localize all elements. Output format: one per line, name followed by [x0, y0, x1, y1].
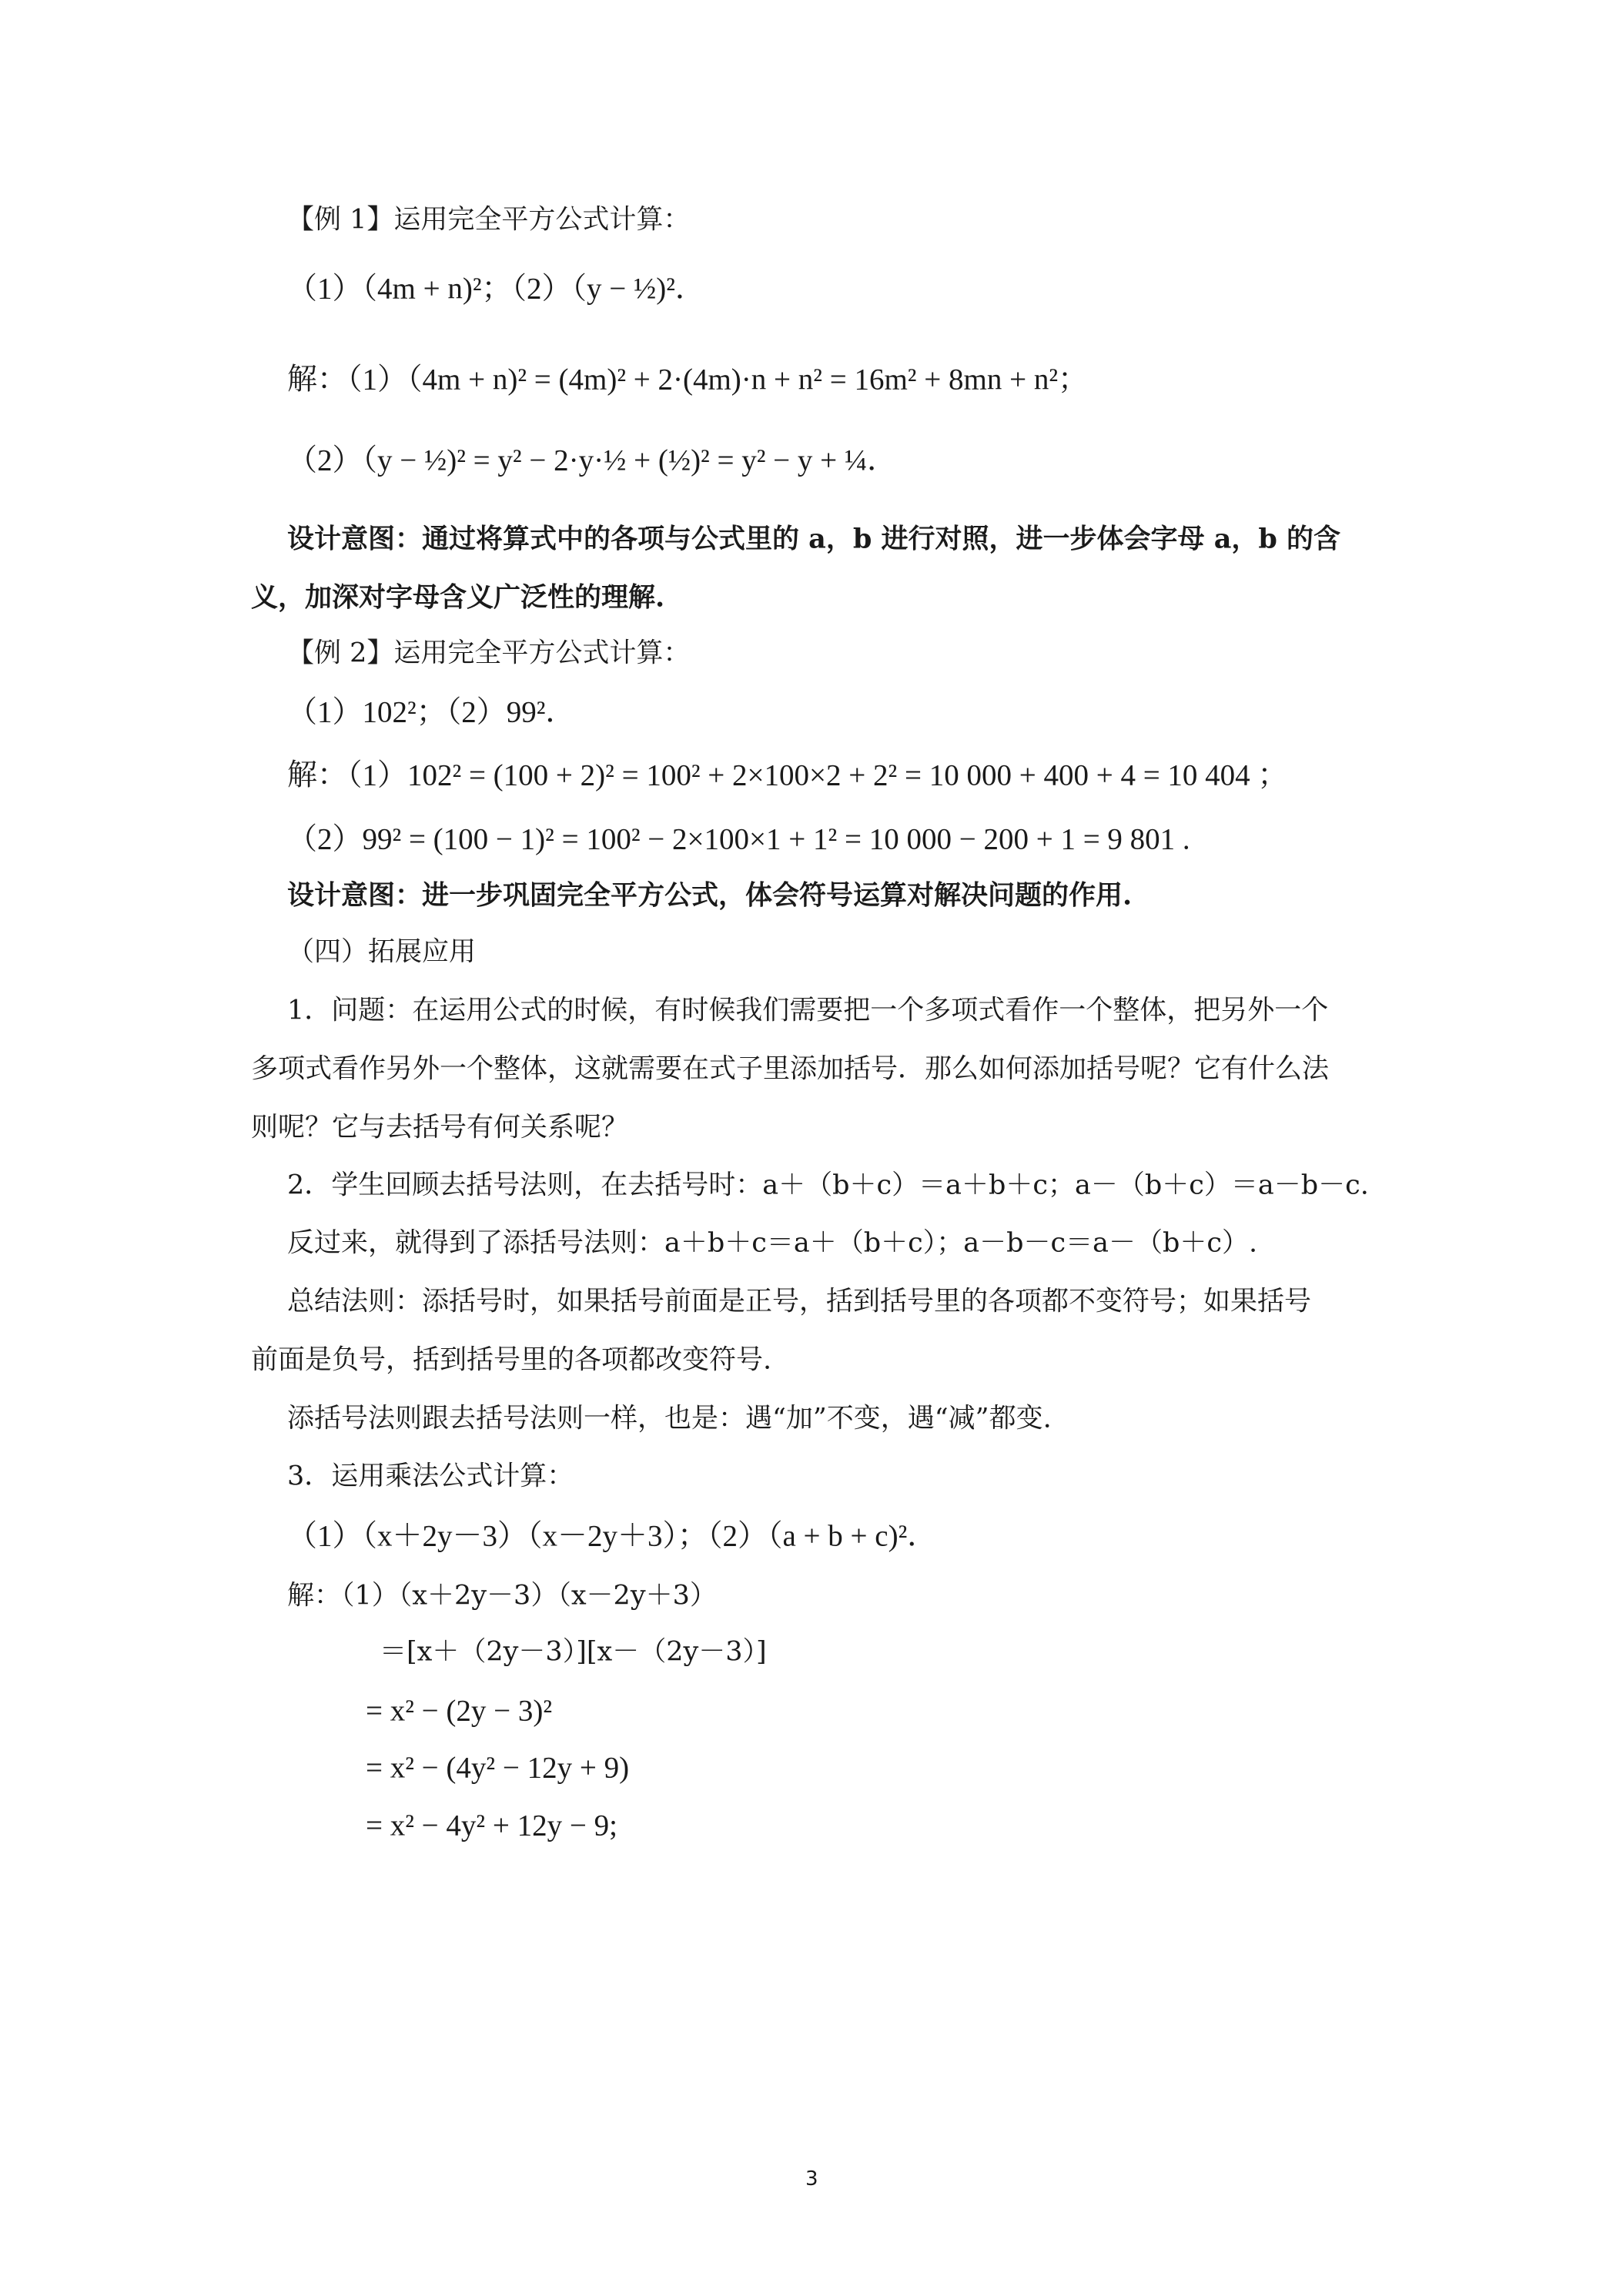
text-line-q3-sol-1: 解：（1）（x＋2y－3）（x－2y＋3） — [287, 1580, 717, 1612]
text-line-q3: 3．运用乘法公式计算： — [287, 1461, 574, 1492]
text-line-rule-b: 前面是负号，括到括号里的各项都改变符号. — [251, 1344, 772, 1376]
text-line-q3-sol-4: = x² − (4y² − 12y + 9) — [366, 1751, 630, 1785]
text-line-design-2: 设计意图：进一步巩固完全平方公式，体会符号运算对解决问题的作用. — [287, 879, 1133, 912]
text-line-rule-a: 总结法则：添括号时，如果括号前面是正号，括到括号里的各项都不变符号；如果括号 — [287, 1286, 1312, 1317]
text-line-section-4: （四）拓展应用 — [287, 936, 477, 968]
text-line-q1c: 则呢？它与去括号有何关系呢？ — [251, 1112, 629, 1143]
text-line-q3-sol-3: = x² − (2y − 3)² — [366, 1694, 553, 1728]
text-line-q2a: 2．学生回顾去括号法则，在去括号时：a＋（b＋c）＝a＋b＋c；a－（b＋c）＝a－b－c. — [287, 1170, 1369, 1201]
text-line-ex1-sol-1: 解：（1）（4m + n)² = (4m)² + 2·(4m)·n + n² = 16m² + 8mn + n²； — [287, 363, 1089, 397]
text-line-q2b: 反过来，就得到了添括号法则：a＋b＋c＝a＋（b＋c）；a－b－c＝a－（b＋c）. — [287, 1227, 1258, 1259]
text-line-q3-problems: （1）（x＋2y－3）（x－2y＋3）；（2）（a + b + c)²． — [287, 1519, 938, 1553]
page-number: 3 — [805, 2167, 818, 2191]
text-line-ex2-sol-1: 解：（1）102² = (100 + 2)² = 100² + 2×100×2 + 2² = 10 000 + 400 + 4 = 10 404 ； — [287, 758, 1288, 792]
text-line-ex1-problems: （1）（4m + n)²；（2）（y − ½)²． — [287, 272, 705, 306]
text-line-ex1-sol-2: （2）（y − ½)² = y² − 2·y·½ + (½)² = y² − y + ¼． — [287, 443, 898, 477]
text-line-design-1b: 义，加深对字母含义广泛性的理解. — [251, 581, 665, 614]
text-line-ex1-title: 【例 1】运用完全平方公式计算： — [287, 204, 691, 236]
text-line-q3-sol-2: ＝[x＋（2y－3）][x－（2y－3）] — [380, 1636, 767, 1668]
text-line-q1b: 多项式看作另外一个整体，这就需要在式子里添加括号．那么如何添加括号呢？它有什么法 — [251, 1053, 1330, 1085]
text-line-ex2-title: 【例 2】运用完全平方公式计算： — [287, 638, 691, 669]
text-line-design-1a: 设计意图：通过将算式中的各项与公式里的 a，b 进行对照，进一步体会字母 a，b 的含 — [287, 523, 1341, 555]
text-line-rule-c: 添括号法则跟去括号法则一样，也是：遇“加”不变，遇“减”都变. — [287, 1403, 1052, 1434]
text-line-ex2-problems: （1）102²；（2）99²． — [287, 695, 576, 729]
text-line-q3-sol-5: = x² − 4y² + 12y − 9; — [366, 1809, 617, 1842]
text-line-q1a: 1．问题：在运用公式的时候，有时候我们需要把一个多项式看作一个整体，把另外一个 — [287, 995, 1329, 1026]
text-line-ex2-sol-2: （2）99² = (100 − 1)² = 100² − 2×100×1 + 1² = 10 000 − 200 + 1 = 9 801 . — [287, 822, 1190, 856]
